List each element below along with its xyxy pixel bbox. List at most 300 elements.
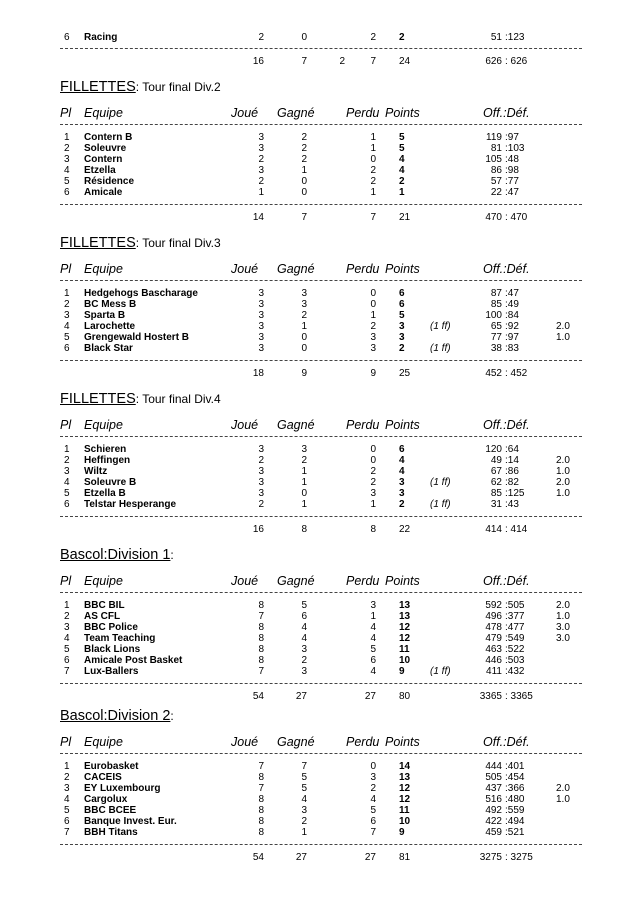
total-joue: 14 [252, 212, 264, 223]
row-joue: 2 [258, 154, 264, 165]
row-gagne: 3 [301, 288, 307, 299]
column-header-points: Points [385, 106, 420, 120]
row-off: 119 [486, 132, 502, 143]
row-pl: 4 [64, 321, 70, 332]
section-separator-top [60, 436, 582, 437]
row-gagne: 3 [301, 299, 307, 310]
row-off: 437 [485, 783, 502, 794]
row-gagne: 1 [301, 466, 307, 477]
row-pl: 2 [64, 299, 70, 310]
row-points: 6 [399, 288, 405, 299]
column-header-offdef: Off.:Déf. [483, 262, 530, 276]
row-off: 478 [485, 622, 502, 633]
row-joue: 8 [258, 644, 264, 655]
row-perdu: 0 [370, 299, 376, 310]
row-team: Contern [84, 154, 123, 165]
row-points: 12 [399, 622, 411, 633]
total-perdu: 9 [370, 368, 376, 379]
row-joue: 8 [258, 827, 264, 838]
row-def: :82 [505, 477, 519, 488]
row-pl: 5 [64, 805, 70, 816]
row-team: BBH Titans [84, 827, 138, 838]
row-team: Résidence [84, 176, 135, 187]
row-gagne: 5 [301, 772, 307, 783]
row-team: BBC BIL [84, 600, 125, 611]
section-title-subtitle: : [170, 548, 174, 562]
row-off: 38 [490, 343, 502, 354]
row-gagne: 4 [301, 794, 307, 805]
row-joue: 3 [258, 310, 264, 321]
row-gagne: 0 [301, 488, 307, 499]
row-perdu: 0 [370, 455, 376, 466]
row-pl: 1 [64, 761, 70, 772]
top-total-perdu: 7 [370, 56, 376, 67]
row-gagne: 4 [301, 622, 307, 633]
row-joue: 8 [258, 772, 264, 783]
column-header-gagne: Gagné [277, 106, 315, 120]
row-off: 31 [490, 499, 502, 510]
row-gagne: 1 [301, 165, 307, 176]
column-header-offdef: Off.:Déf. [483, 106, 530, 120]
total-def: : 3365 [505, 691, 533, 702]
row-off: 22 [490, 187, 502, 198]
row-off: 592 [485, 600, 502, 611]
row-def: :549 [505, 633, 525, 644]
row-off: 463 [485, 644, 502, 655]
row-pl: 3 [64, 154, 70, 165]
row-def: :503 [505, 655, 525, 666]
top-total-points: 24 [399, 56, 411, 67]
row-ff: (1 ff) [430, 343, 451, 354]
row-perdu: 0 [370, 154, 376, 165]
row-pl: 6 [64, 187, 70, 198]
row-perdu: 4 [370, 666, 376, 677]
row-pl: 1 [64, 132, 70, 143]
row-def: :77 [505, 176, 519, 187]
section-title-subtitle: : Tour final Div.4 [135, 392, 221, 406]
column-header-equipe: Equipe [84, 574, 123, 588]
row-points: 11 [399, 805, 410, 816]
row-off: 516 [485, 794, 502, 805]
row-points: 5 [399, 310, 405, 321]
row-gagne: 0 [301, 187, 307, 198]
row-team: Banque Invest. Eur. [84, 816, 177, 827]
row-gagne: 2 [301, 143, 307, 154]
row-perdu: 1 [370, 310, 376, 321]
section-separator-top [60, 592, 582, 593]
row-gagne: 5 [301, 783, 307, 794]
total-perdu: 8 [370, 524, 376, 535]
top-row-joue: 2 [258, 32, 264, 43]
row-joue: 8 [258, 633, 264, 644]
section-title [60, 235, 221, 251]
row-pl: 1 [64, 600, 70, 611]
column-header-equipe: Equipe [84, 735, 123, 749]
row-team: Team Teaching [84, 633, 156, 644]
row-def: :14 [505, 455, 519, 466]
row-ff: (1 ff) [430, 477, 451, 488]
row-perdu: 3 [370, 343, 376, 354]
row-points: 3 [399, 477, 405, 488]
row-gagne: 1 [301, 499, 307, 510]
row-points: 5 [399, 143, 405, 154]
total-gagne: 9 [301, 368, 307, 379]
section-separator-bottom [60, 204, 582, 205]
row-team: Heffingen [84, 455, 131, 466]
row-off: 85 [490, 488, 502, 499]
row-points: 5 [399, 132, 405, 143]
column-header-equipe: Equipe [84, 262, 123, 276]
top-row-gagne: 0 [301, 32, 307, 43]
row-extra: 3.0 [556, 633, 570, 644]
row-team: AS CFL [84, 611, 121, 622]
row-def: :454 [505, 772, 525, 783]
row-joue: 2 [258, 499, 264, 510]
row-joue: 3 [258, 143, 264, 154]
total-off: 3365 [479, 691, 502, 702]
section-title-main: FILLETTES [60, 391, 136, 407]
row-team: Schieren [84, 444, 127, 455]
total-perdu: 7 [370, 212, 376, 223]
column-header-gagne: Gagné [277, 262, 315, 276]
top-total-joue: 16 [252, 56, 264, 67]
row-pl: 3 [64, 622, 70, 633]
row-joue: 3 [258, 343, 264, 354]
row-perdu: 1 [370, 143, 376, 154]
row-ff: (1 ff) [430, 666, 451, 677]
row-off: 505 [485, 772, 502, 783]
column-header-perdu: Perdu [346, 106, 380, 120]
top-total-def: : 626 [505, 56, 528, 67]
row-joue: 8 [258, 805, 264, 816]
row-def: :559 [505, 805, 525, 816]
row-gagne: 3 [301, 805, 307, 816]
row-joue: 3 [258, 332, 264, 343]
total-points: 21 [399, 212, 411, 223]
column-header-offdef: Off.:Déf. [483, 418, 530, 432]
row-gagne: 2 [301, 310, 307, 321]
top-total-extra: 2 [339, 56, 345, 67]
row-pl: 5 [64, 488, 70, 499]
row-pl: 2 [64, 455, 70, 466]
top-separator [60, 48, 582, 49]
row-team: CACEIS [84, 772, 122, 783]
row-pl: 4 [64, 165, 70, 176]
row-joue: 7 [258, 666, 264, 677]
row-extra: 2.0 [556, 477, 570, 488]
total-points: 81 [399, 852, 411, 863]
row-joue: 3 [258, 477, 264, 488]
row-points: 12 [399, 783, 411, 794]
row-joue: 7 [258, 783, 264, 794]
row-gagne: 2 [301, 655, 307, 666]
row-team: Sparta B [84, 310, 126, 321]
row-extra: 2.0 [556, 600, 570, 611]
column-header-joue: Joué [231, 574, 259, 588]
row-points: 10 [399, 655, 411, 666]
row-gagne: 0 [301, 176, 307, 187]
section-title-main: FILLETTES [60, 235, 136, 251]
row-ff: (1 ff) [430, 499, 451, 510]
row-off: 100 [485, 310, 502, 321]
row-points: 1 [399, 187, 405, 198]
row-points: 4 [399, 466, 405, 477]
top-row-pl: 6 [64, 32, 70, 43]
row-def: :477 [505, 622, 525, 633]
row-pl: 7 [64, 827, 70, 838]
row-extra: 1.0 [556, 466, 570, 477]
row-gagne: 0 [301, 332, 307, 343]
column-header-joue: Joué [231, 106, 259, 120]
row-pl: 5 [64, 644, 70, 655]
section-separator-bottom [60, 360, 582, 361]
row-gagne: 2 [301, 154, 307, 165]
row-joue: 3 [258, 444, 264, 455]
column-header-joue: Joué [231, 418, 259, 432]
row-def: :84 [505, 310, 519, 321]
row-perdu: 5 [370, 805, 376, 816]
section-separator-top [60, 753, 582, 754]
column-header-gagne: Gagné [277, 574, 315, 588]
row-perdu: 1 [370, 499, 376, 510]
row-perdu: 4 [370, 622, 376, 633]
section-separator-bottom [60, 844, 582, 845]
row-points: 9 [399, 827, 405, 838]
row-gagne: 3 [301, 644, 307, 655]
row-def: :64 [505, 444, 519, 455]
row-pl: 6 [64, 499, 70, 510]
row-joue: 3 [258, 321, 264, 332]
section-title-main: FILLETTES [60, 79, 136, 95]
column-header-points: Points [385, 574, 420, 588]
row-joue: 2 [258, 455, 264, 466]
row-def: :86 [505, 466, 519, 477]
row-pl: 6 [64, 655, 70, 666]
row-perdu: 5 [370, 644, 376, 655]
row-pl: 6 [64, 816, 70, 827]
row-off: 87 [490, 288, 502, 299]
row-def: :125 [505, 488, 525, 499]
row-points: 2 [399, 499, 405, 510]
row-joue: 3 [258, 488, 264, 499]
row-points: 13 [399, 772, 411, 783]
column-header-offdef: Off.:Déf. [483, 735, 530, 749]
section-title-subtitle: : Tour final Div.2 [135, 80, 221, 94]
row-joue: 1 [258, 187, 264, 198]
row-points: 2 [399, 176, 405, 187]
row-gagne: 2 [301, 816, 307, 827]
row-extra: 1.0 [556, 611, 570, 622]
row-perdu: 2 [370, 783, 376, 794]
row-joue: 8 [258, 655, 264, 666]
row-extra: 1.0 [556, 332, 570, 343]
row-pl: 2 [64, 772, 70, 783]
row-team: BBC Police [84, 622, 138, 633]
row-pl: 1 [64, 444, 70, 455]
row-team: Eurobasket [84, 761, 139, 772]
row-team: BC Mess B [84, 299, 137, 310]
row-points: 11 [399, 644, 410, 655]
row-points: 13 [399, 611, 411, 622]
section-separator-top [60, 280, 582, 281]
column-header-pl: Pl [60, 106, 72, 120]
row-gagne: 1 [301, 477, 307, 488]
row-off: 492 [485, 805, 502, 816]
row-joue: 8 [258, 600, 264, 611]
column-header-pl: Pl [60, 262, 72, 276]
row-perdu: 2 [370, 321, 376, 332]
row-def: :49 [505, 299, 519, 310]
row-def: :83 [505, 343, 519, 354]
section-title-main: Bascol:Division 1 [60, 547, 171, 563]
total-points: 22 [399, 524, 411, 535]
row-off: 444 [485, 761, 502, 772]
total-def: : 414 [505, 524, 528, 535]
row-points: 4 [399, 154, 405, 165]
row-def: :366 [505, 783, 525, 794]
row-pl: 3 [64, 310, 70, 321]
row-def: :47 [505, 288, 519, 299]
section-title [60, 391, 221, 407]
row-pl: 6 [64, 343, 70, 354]
total-points: 80 [399, 691, 411, 702]
row-pl: 5 [64, 332, 70, 343]
row-off: 496 [485, 611, 502, 622]
total-gagne: 27 [295, 852, 307, 863]
column-header-points: Points [385, 735, 420, 749]
row-off: 120 [485, 444, 502, 455]
row-gagne: 1 [301, 827, 307, 838]
column-header-pl: Pl [60, 574, 72, 588]
row-points: 3 [399, 321, 405, 332]
row-joue: 8 [258, 622, 264, 633]
column-header-perdu: Perdu [346, 574, 380, 588]
row-points: 12 [399, 633, 411, 644]
column-header-joue: Joué [231, 262, 259, 276]
row-off: 411 [486, 666, 502, 677]
row-team: Etzella [84, 165, 116, 176]
row-pl: 2 [64, 611, 70, 622]
row-perdu: 3 [370, 772, 376, 783]
row-pl: 3 [64, 466, 70, 477]
row-team: Etzella B [84, 488, 126, 499]
row-pl: 4 [64, 477, 70, 488]
row-points: 10 [399, 816, 411, 827]
section-separator-bottom [60, 683, 582, 684]
row-perdu: 0 [370, 444, 376, 455]
row-team: Wiltz [84, 466, 108, 477]
top-row-def: :123 [505, 32, 525, 43]
row-off: 67 [490, 466, 502, 477]
row-team: Black Star [84, 343, 133, 354]
column-header-points: Points [385, 418, 420, 432]
row-team: BBC BCEE [84, 805, 137, 816]
row-points: 4 [399, 455, 405, 466]
total-gagne: 8 [301, 524, 307, 535]
section-title-main: Bascol:Division 2 [60, 708, 171, 724]
row-joue: 3 [258, 165, 264, 176]
row-pl: 7 [64, 666, 70, 677]
row-off: 86 [490, 165, 502, 176]
column-header-points: Points [385, 262, 420, 276]
row-perdu: 2 [370, 466, 376, 477]
row-gagne: 4 [301, 633, 307, 644]
row-team: EY Luxembourg [84, 783, 161, 794]
top-row-off: 51 [490, 32, 502, 43]
row-def: :401 [505, 761, 525, 772]
row-team: Soleuvre B [84, 477, 137, 488]
row-off: 105 [485, 154, 502, 165]
top-row-team: Racing [84, 32, 118, 43]
row-team: Soleuvre [84, 143, 127, 154]
row-off: 459 [485, 827, 502, 838]
row-gagne: 3 [301, 666, 307, 677]
total-joue: 54 [252, 852, 264, 863]
row-extra: 2.0 [556, 321, 570, 332]
row-extra: 1.0 [556, 794, 570, 805]
row-perdu: 2 [370, 165, 376, 176]
top-total-gagne: 7 [301, 56, 307, 67]
row-def: :103 [505, 143, 525, 154]
row-gagne: 3 [301, 444, 307, 455]
total-off: 3275 [479, 852, 502, 863]
row-def: :48 [505, 154, 519, 165]
row-joue: 3 [258, 466, 264, 477]
section-title [60, 79, 221, 95]
total-joue: 18 [252, 368, 264, 379]
row-points: 3 [399, 332, 405, 343]
row-def: :43 [505, 499, 519, 510]
row-points: 3 [399, 488, 405, 499]
row-extra: 2.0 [556, 783, 570, 794]
row-points: 2 [399, 343, 405, 354]
column-header-perdu: Perdu [346, 418, 380, 432]
row-perdu: 1 [370, 611, 376, 622]
row-points: 9 [399, 666, 405, 677]
row-team: Lux-Ballers [84, 666, 139, 677]
row-def: :494 [505, 816, 525, 827]
top-total-off: 626 [485, 56, 502, 67]
total-joue: 54 [252, 691, 264, 702]
row-off: 422 [485, 816, 502, 827]
row-joue: 3 [258, 288, 264, 299]
row-gagne: 5 [301, 600, 307, 611]
row-off: 77 [490, 332, 502, 343]
row-perdu: 4 [370, 794, 376, 805]
total-def: : 3275 [505, 852, 533, 863]
row-perdu: 6 [370, 655, 376, 666]
row-joue: 8 [258, 794, 264, 805]
total-off: 414 [485, 524, 502, 535]
column-header-gagne: Gagné [277, 735, 315, 749]
row-pl: 4 [64, 794, 70, 805]
row-points: 4 [399, 165, 405, 176]
row-perdu: 3 [370, 600, 376, 611]
row-team: Grengewald Hostert B [84, 332, 190, 343]
total-gagne: 27 [295, 691, 307, 702]
column-header-gagne: Gagné [277, 418, 315, 432]
row-team: Contern B [84, 132, 133, 143]
row-joue: 7 [258, 611, 264, 622]
row-perdu: 3 [370, 488, 376, 499]
top-row-points: 2 [399, 32, 405, 43]
row-perdu: 6 [370, 816, 376, 827]
row-team: Cargolux [84, 794, 128, 805]
total-off: 452 [485, 368, 502, 379]
row-gagne: 0 [301, 343, 307, 354]
row-extra: 1.0 [556, 488, 570, 499]
row-perdu: 0 [370, 288, 376, 299]
